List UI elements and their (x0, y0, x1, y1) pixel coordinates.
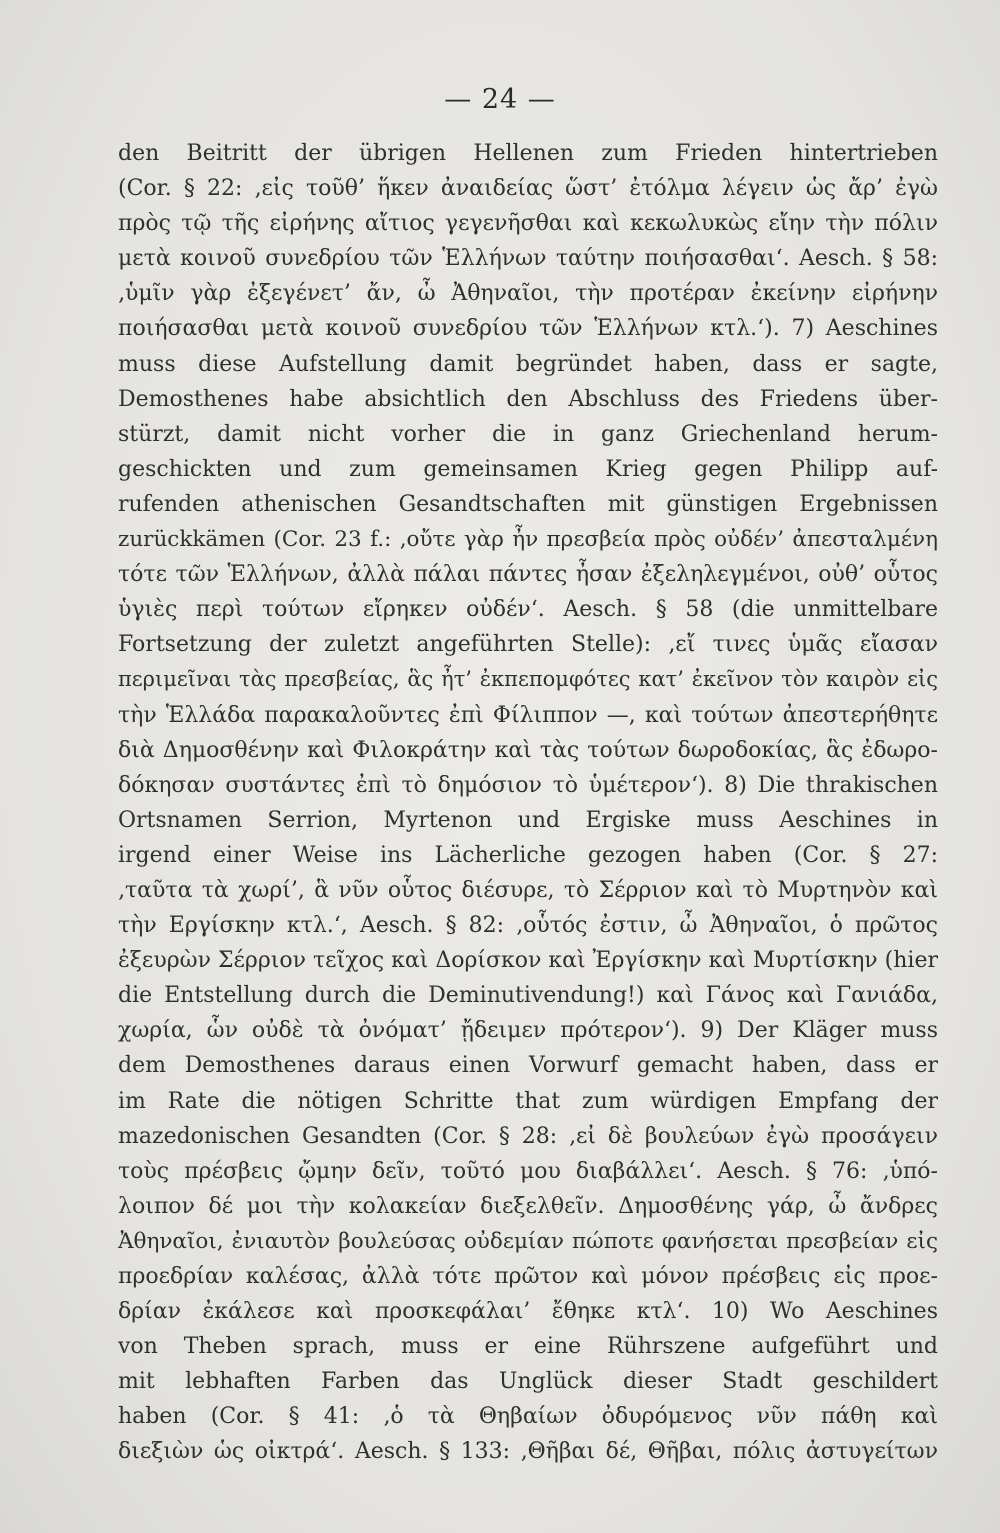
text-line: im Rate die nötigen Schritte that zum würdigen Empfang der (118, 1088, 938, 1114)
text-line: Ortsnamen Serrion, Myrtenon und Ergiske muss Aeschines in (118, 807, 938, 833)
text-line: (Cor. § 22: ‚εἰς τοῦθ’ ἥκεν ἀναιδείας ὥστ’ ἐτόλμα λέγειν ὡς ἄρ’ ἐγὼ (118, 176, 938, 202)
text-line: λοιπον δέ μοι τὴν κολακείαν διεξελθεῖν. Δημοσθένης γάρ, ὦ ἄνδρες (118, 1193, 938, 1219)
text-line: μετὰ κοινοῦ συνεδρίου τῶν Ἑλλήνων ταύτην ποιήσασθαι‘. Aesch. § 58: (118, 246, 938, 272)
text-line: προεδρίαν καλέσας, ἀλλὰ τότε πρῶτον καὶ μόνον πρέσβεις εἰς προε- (118, 1264, 938, 1289)
text-line: von Theben sprach, muss er eine Rührszene aufgeführt und (118, 1334, 938, 1360)
text-line: geschickten und zum gemeinsamen Krieg gegen Philipp auf- (118, 456, 938, 482)
text-line: διὰ Δημοσθένην καὶ Φιλοκράτην καὶ τὰς τούτων δωροδοκίας, ἃς ἐδωρο- (118, 737, 938, 763)
text-line: mit lebhaften Farben das Unglück dieser Stadt geschildert (118, 1369, 938, 1395)
text-line: διεξιὼν ὡς οἰκτρά‘. Aesch. § 133: ‚Θῆβαι δέ, Θῆβαι, πόλις ἀστυγείτων (118, 1439, 938, 1465)
text-line: ‚ταῦτα τὰ χωρί’, ἃ νῦν οὗτος διέσυρε, τὸ Σέρριον καὶ τὸ Μυρτηνὸν καὶ (118, 877, 938, 903)
body-text (118, 136, 938, 1470)
text-line: dem Demosthenes daraus einen Vorwurf gemacht haben, dass er (118, 1053, 938, 1079)
text-line: τὴν Εργίσκην κτλ.‘, Aesch. § 82: ‚οὗτός ἐστιν, ὦ Ἀθηναῖοι, ὁ πρῶτος (118, 913, 938, 939)
text-line: ὑγιὲς περὶ τούτων εἴρηκεν οὐδέν‘. Aesch. § 58 (die unmittelbare (118, 597, 938, 623)
text-line: Fortsetzung der zuletzt angeführten Stelle): ‚εἴ τινες ὑμᾶς εἴασαν (118, 632, 938, 658)
text-line: muss diese Aufstellung damit begründet haben, dass er sagte, (118, 351, 938, 377)
text-line: den Beitritt der übrigen Hellenen zum Frieden hintertrieben (118, 141, 938, 166)
text-line: δόκησαν συστάντες ἐπὶ τὸ δημόσιον τὸ ὑμέτερον‘). 8) Die thrakischen (118, 772, 938, 798)
text-line: τότε τῶν Ἑλλήνων, ἀλλὰ πάλαι πάντες ἦσαν ἐξεληλεγμένοι, οὐθ’ οὗτος (118, 562, 938, 588)
text-line: τὴν Ἑλλάδα παρακαλοῦντες ἐπὶ Φίλιππον —, καὶ τούτων ἀπεστερήθητε (118, 702, 938, 728)
text-line: stürzt, damit nicht vorher die in ganz Griechenland herum- (118, 421, 938, 447)
text-line: χωρία, ὧν οὐδὲ τὰ ὀνόματ’ ᾔδειμεν πρότερον‘). 9) Der Kläger muss (118, 1018, 938, 1044)
text-line: ἐξευρὼν Σέρριον τεῖχος καὶ Δορίσκον καὶ Ἐργίσκην καὶ Μυρτίσκην (hier (118, 948, 938, 974)
text-line: ‚ὑμῖν γὰρ ἐξεγένετ’ ἄν, ὦ Ἀθηναῖοι, τὴν προτέραν ἐκείνην εἰρήνην (118, 281, 938, 307)
page-number: — 24 — (444, 84, 556, 115)
text-line: δρίαν ἐκάλεσε καὶ προσκεφάλαι’ ἔθηκε κτλ‘. 10) Wo Aeschines (118, 1299, 938, 1325)
text-line: ποιήσασθαι μετὰ κοινοῦ συνεδρίου τῶν Ἑλλήνων κτλ.‘). 7) Aeschines (118, 316, 938, 342)
text-line: die Entstellung durch die Deminutivendung!) καὶ Γάνος καὶ Γανιάδα, (118, 983, 938, 1009)
text-line: rufenden athenischen Gesandtschaften mit günstigen Ergebnissen (118, 491, 938, 517)
text-line: τοὺς πρέσβεις ᾤμην δεῖν, τοῦτό μου διαβάλλει‘. Aesch. § 76: ‚ὑπό- (118, 1158, 938, 1184)
text-line: πρὸς τῷ τῆς εἰρήνης αἴτιος γεγενῆσθαι καὶ κεκωλυκὼς εἴην τὴν πόλιν (118, 211, 938, 237)
text-line: Ἀθηναῖοι, ἐνιαυτὸν βουλεύσας οὐδεμίαν πώποτε φανήσεται πρεσβείαν εἰς (118, 1228, 938, 1254)
text-line: Demosthenes habe absichtlich den Abschluss des Friedens über- (118, 386, 938, 412)
text-line: περιμεῖναι τὰς πρεσβείας, ἃς ἦτ’ ἐκπεπομφότες κατ’ ἐκεῖνον τὸν καιρὸν εἰς (118, 667, 938, 692)
text-line: mazedonischen Gesandten (Cor. § 28: ‚εἰ δὲ βουλεύων ἐγὼ προσάγειν (118, 1123, 938, 1149)
text-line: zurückkämen (Cor. 23 f.: ‚οὔτε γὰρ ἦν πρεσβεία πρὸς οὐδέν’ ἀπεσταλμένη (118, 527, 938, 553)
text-line: haben (Cor. § 41: ‚ὁ τὰ Θηβαίων ὀδυρόμενος νῦν πάθη καὶ (118, 1404, 938, 1430)
text-line: irgend einer Weise ins Lächerliche gezogen haben (Cor. § 27: (118, 842, 938, 868)
